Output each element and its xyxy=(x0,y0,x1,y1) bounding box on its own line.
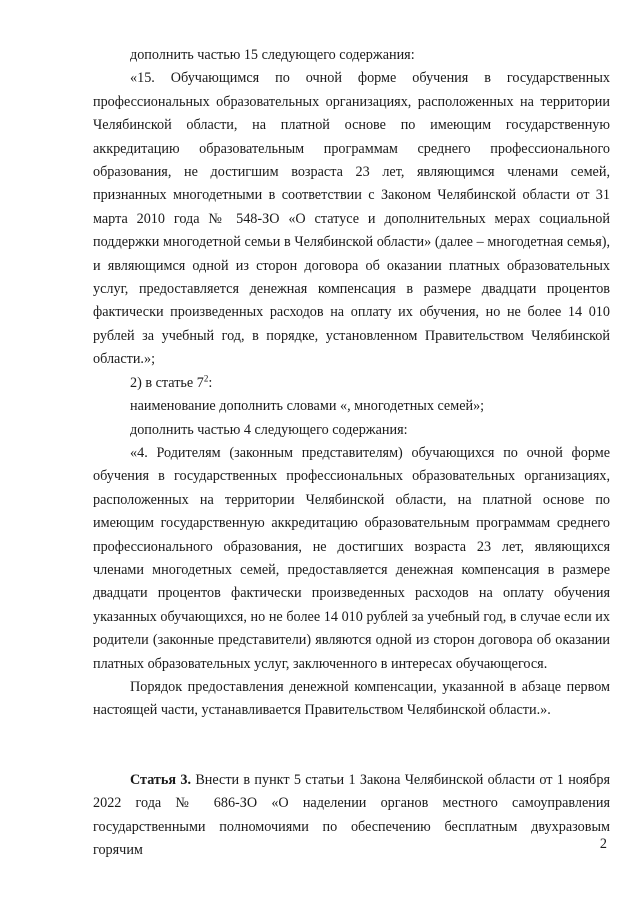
paragraph-article-3 xyxy=(93,769,610,863)
article-3-label: Статья 3. xyxy=(130,771,192,788)
item-2-prefix: 2) в статье 7 xyxy=(130,374,204,391)
section-gap xyxy=(93,723,610,769)
item-2-superscript: 2 xyxy=(203,372,209,383)
paragraph-procedure: Порядок предоставления денежной компенсации, указанной в абзаце первом настоящей части, устанавливается Правительством Челябинской области.». xyxy=(93,678,610,719)
paragraph-item-2 xyxy=(93,372,610,395)
paragraph-intro: дополнить частью 15 следующего содержания: xyxy=(130,47,415,63)
paragraph-part-15: «15. Обучающимся по очной форме обучения в государственных профессиональных образовательных организациях, расположенных на территории Челябинской области, на платной основе по имеющим государственную аккредитацию образовательным программам среднего профессионального образования, не достигшим возраста 23 лет, являющимся членами семей, признанных многодетными в соответствии с Законом Челябинской области от 31 марта 2010 года № 548-ЗО «О статусе и дополнительных мерах социальной поддержки многодетной семьи в Челябинской области» (далее – многодетная семья), и являющимся одной из сторон договора об оказании платных образовательных услуг, предоставляется денежная компенсация в размере двадцати процентов фактически произведенных расходов на оплату их обучения, но не более 14 010 рублей за учебный год, в порядке, установленном Правительством Челябинской области.»; xyxy=(93,70,610,368)
paragraph-part-4: «4. Родителям (законным представителям) обучающихся по очной форме обучения в государственных профессиональных образовательных организациях, расположенных на территории Челябинской области, на платной основе по имеющим государственную аккредитацию образовательным программам среднего профессионального образования, не достигших возраста 23 лет, являющихся членами многодетных семей, предоставляется денежная компенсация в размере двадцати процентов фактически произведенных расходов на оплату обучения указанных обучающихся, но не более 14 010 рублей за учебный год, в случае если их родители (законные представители) являются одной из сторон договора об оказании платных образовательных услуг, заключенного в интересах обучающегося. xyxy=(93,444,610,672)
article-3-text: Внести в пункт 5 статьи 1 Закона Челябинской области от 1 ноября 2022 года № 686-ЗО «О наделении органов местного самоуправления государственными полномочиями по обеспечению бесплатным двухразовым горячим xyxy=(93,771,610,858)
page-number: 2 xyxy=(599,836,607,852)
paragraph-title-amend: наименование дополнить словами «, многодетных семей»; xyxy=(130,398,485,415)
item-2-suffix: : xyxy=(208,374,213,391)
paragraph-add-part-4: дополнить частью 4 следующего содержания: xyxy=(130,421,408,438)
document-body xyxy=(93,44,610,862)
